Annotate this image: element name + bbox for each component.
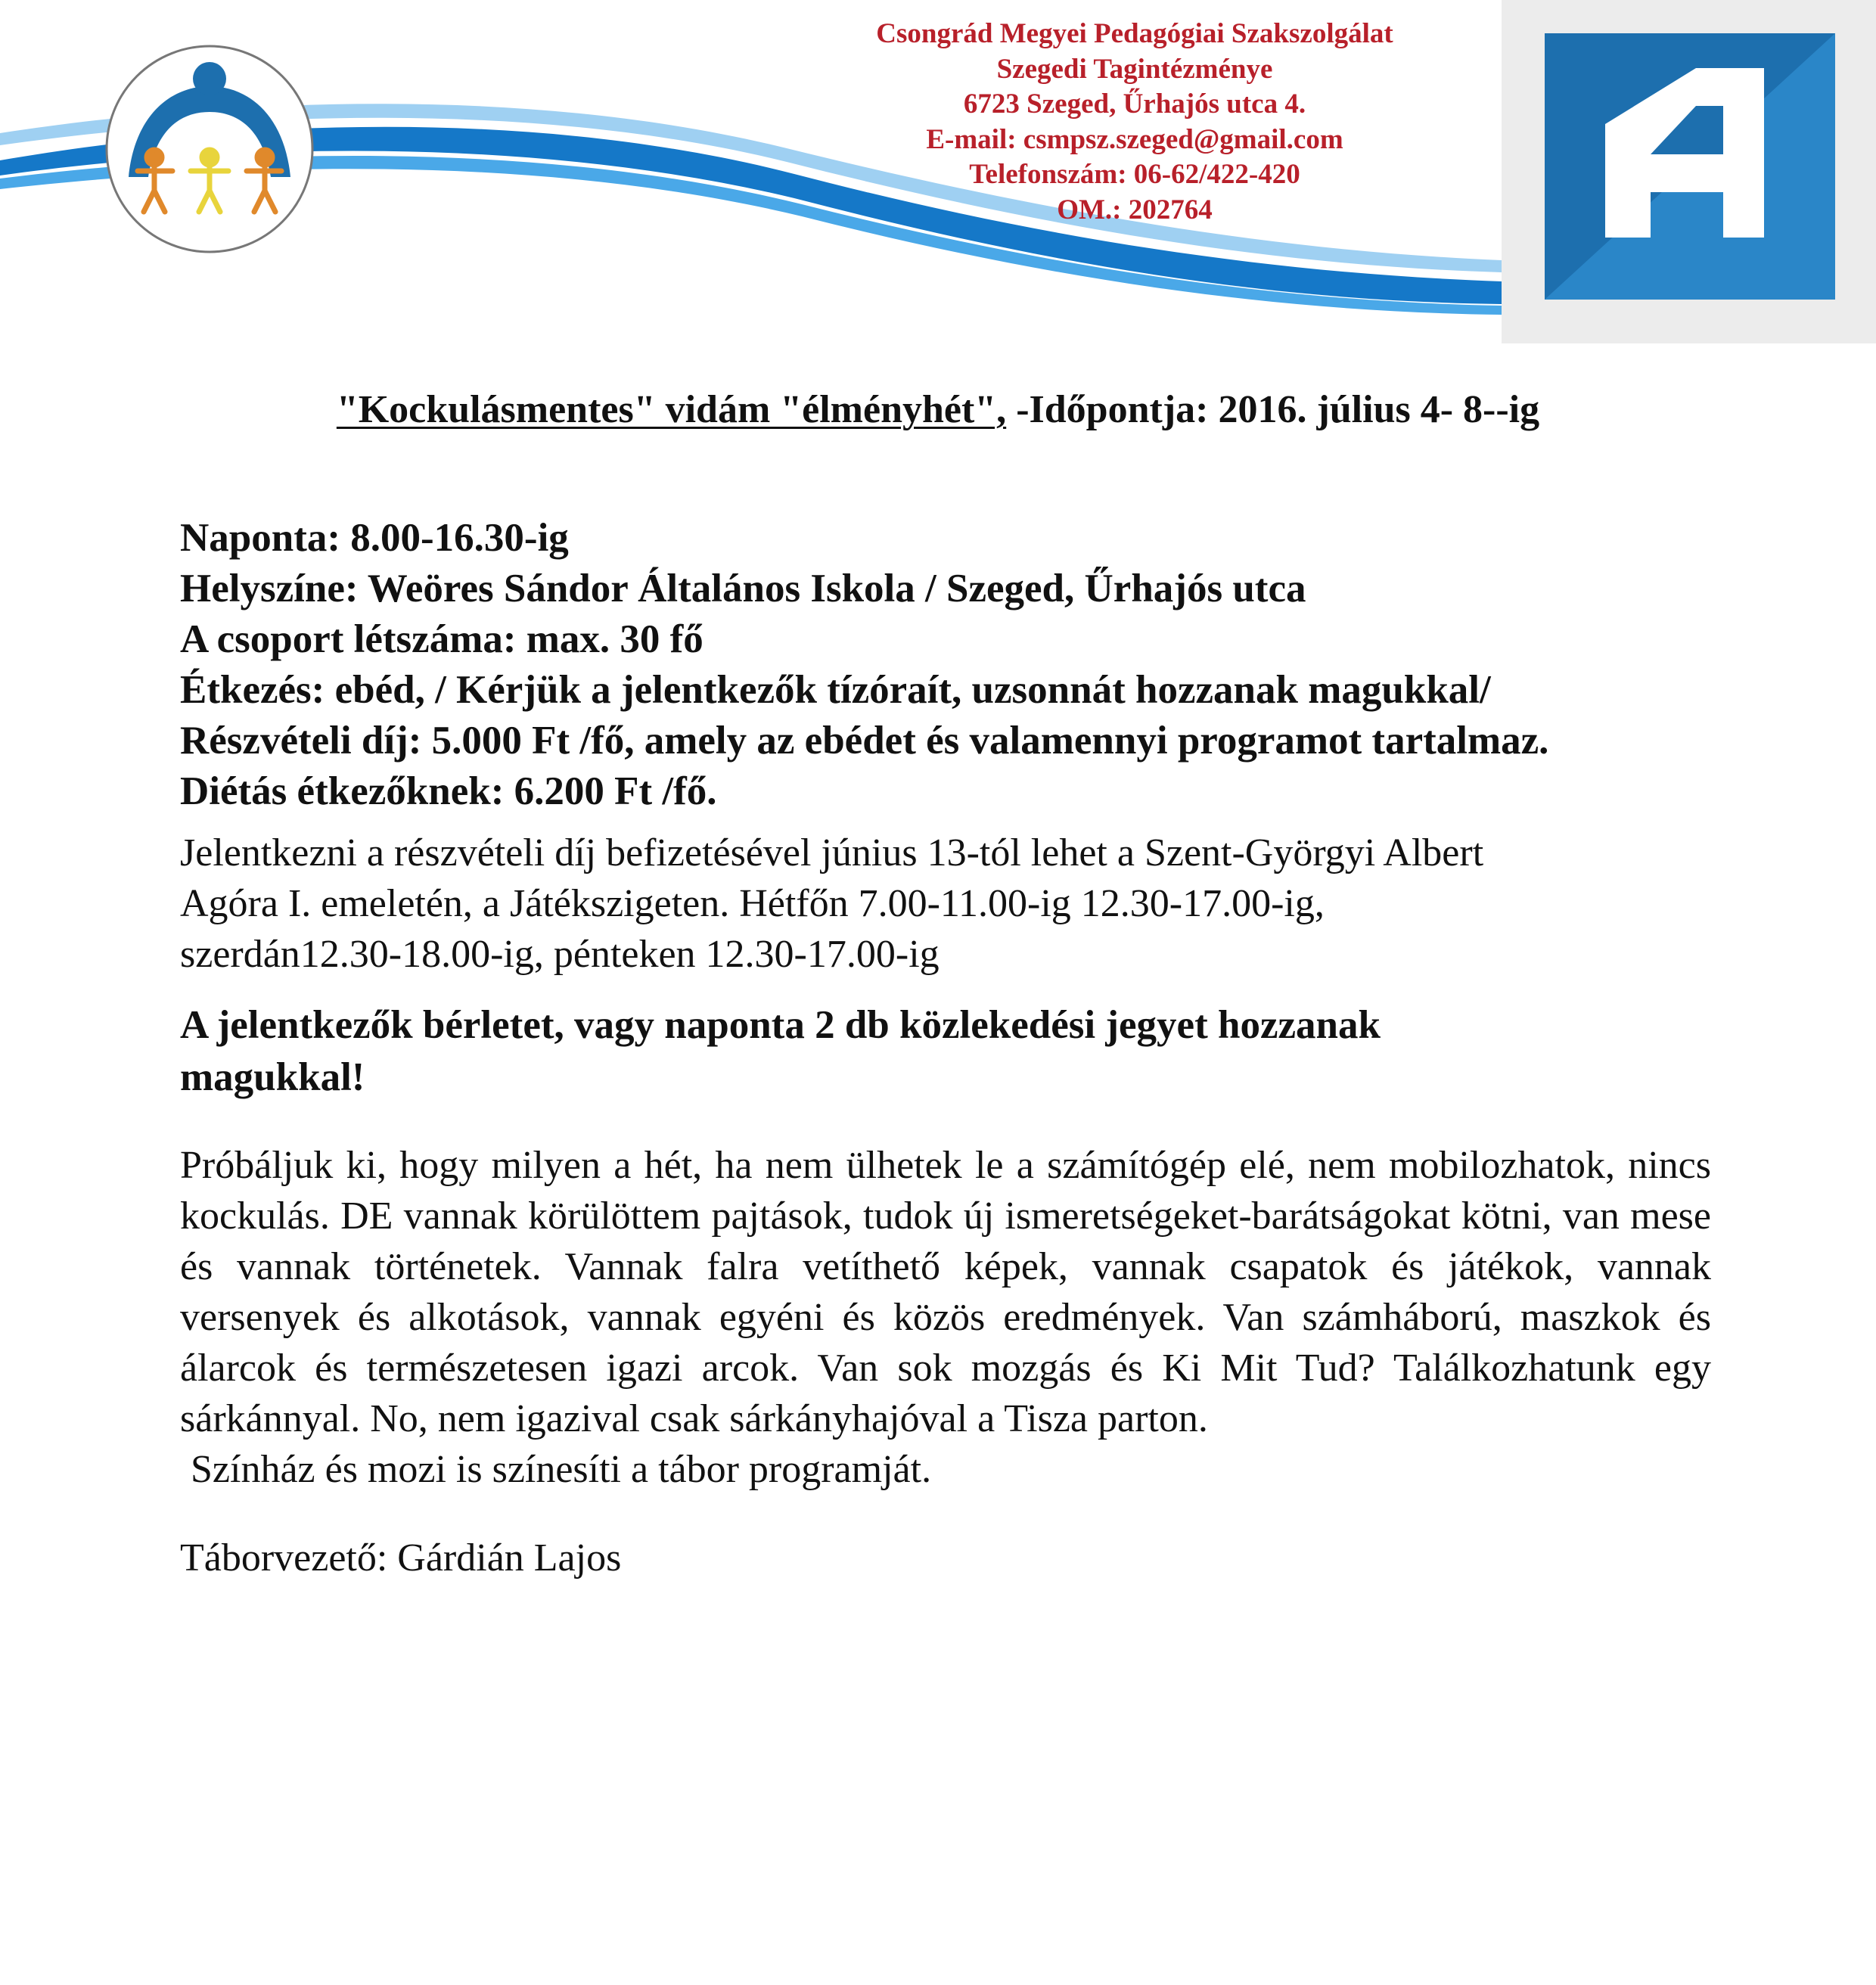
- registration-info: [180, 828, 1711, 980]
- detail-group-size: A csoport létszáma: max. 30 fő: [180, 617, 704, 661]
- registration-line: Agóra I. emeletén, a Játékszigeten. Hétfőn 7.00-11.00-ig 12.30-17.00-ig,: [180, 882, 1325, 925]
- org-email: E-mail: csmpsz.szeged@gmail.com: [926, 123, 1343, 155]
- detail-meals: Étkezés: ebéd, / Kérjük a jelentkezők tízóraít, uzsonnát hozzanak magukkal/: [180, 668, 1491, 712]
- agora-logo: [1545, 33, 1835, 300]
- organization-info: [825, 17, 1445, 228]
- camp-description: [180, 1140, 1711, 1495]
- ticket-line: A jelentkezők bérletet, vagy naponta 2 db közlekedési jegyet hozzanak: [180, 1003, 1381, 1047]
- org-om: OM.: 202764: [1057, 194, 1213, 225]
- ticket-notice: [180, 999, 1711, 1104]
- title-date: -Időpontja: 2016. július 4- 8--ig: [1006, 388, 1540, 431]
- description-text: Próbáljuk ki, hogy milyen a hét, ha nem ülhetek le a számítógép elé, nem mobilozhatok, nincs kockulás. DE vannak körülöttem pajtások, tudok új ismeretségeket-barátságokat kötni, van mese és vannak történetek. Vannak falra vetíthető képek, vannak csapatok és játékok, vannak versenyek és alkotások, vannak egyéni és közös eredmények. Van számháború, maszkok és álarcok és természetesen igazi arcok. Van sok mozgás és Ki Mit Tud? Találkozhatunk egy sárkánnyal. No, nem igazival csak sárkányhajóval a Tisza parton.: [180, 1144, 1711, 1440]
- camp-details: [180, 513, 1711, 817]
- letterhead: [0, 0, 1876, 348]
- org-line: Szegedi Tagintézménye: [996, 53, 1273, 85]
- children-logo: [103, 42, 316, 256]
- detail-fee: Részvételi díj: 5.000 Ft /fő, amely az ebédet és valamennyi programot tartalmaz.: [180, 719, 1549, 763]
- registration-line: Jelentkezni a részvételi díj befizetésével június 13-tól lehet a Szent-Györgyi Albert: [180, 831, 1484, 874]
- ticket-line: magukkal!: [180, 1055, 365, 1099]
- description-extra: Színház és mozi is színesíti a tábor programját.: [191, 1448, 932, 1491]
- detail-location: Helyszíne: Weöres Sándor Általános Iskola / Szeged, Űrhajós utca: [180, 567, 1306, 610]
- org-line: Csongrád Megyei Pedagógiai Szakszolgálat: [876, 18, 1393, 49]
- camp-leader: Táborvezető: Gárdián Lajos: [180, 1536, 622, 1580]
- title-underlined: "Kockulásmentes" vidám "élményhét",: [336, 388, 1007, 431]
- org-phone: Telefonszám: 06-62/422-420: [969, 159, 1300, 190]
- org-line: 6723 Szeged, Űrhajós utca 4.: [963, 89, 1306, 120]
- detail-diet-fee: Diétás étkezőknek: 6.200 Ft /fő.: [180, 769, 717, 813]
- document-body: [180, 513, 1711, 1583]
- detail-hours: Naponta: 8.00-16.30-ig: [180, 516, 569, 560]
- registration-line: szerdán12.30-18.00-ig, pénteken 12.30-17.00-ig: [180, 933, 940, 976]
- page-title: [0, 387, 1876, 432]
